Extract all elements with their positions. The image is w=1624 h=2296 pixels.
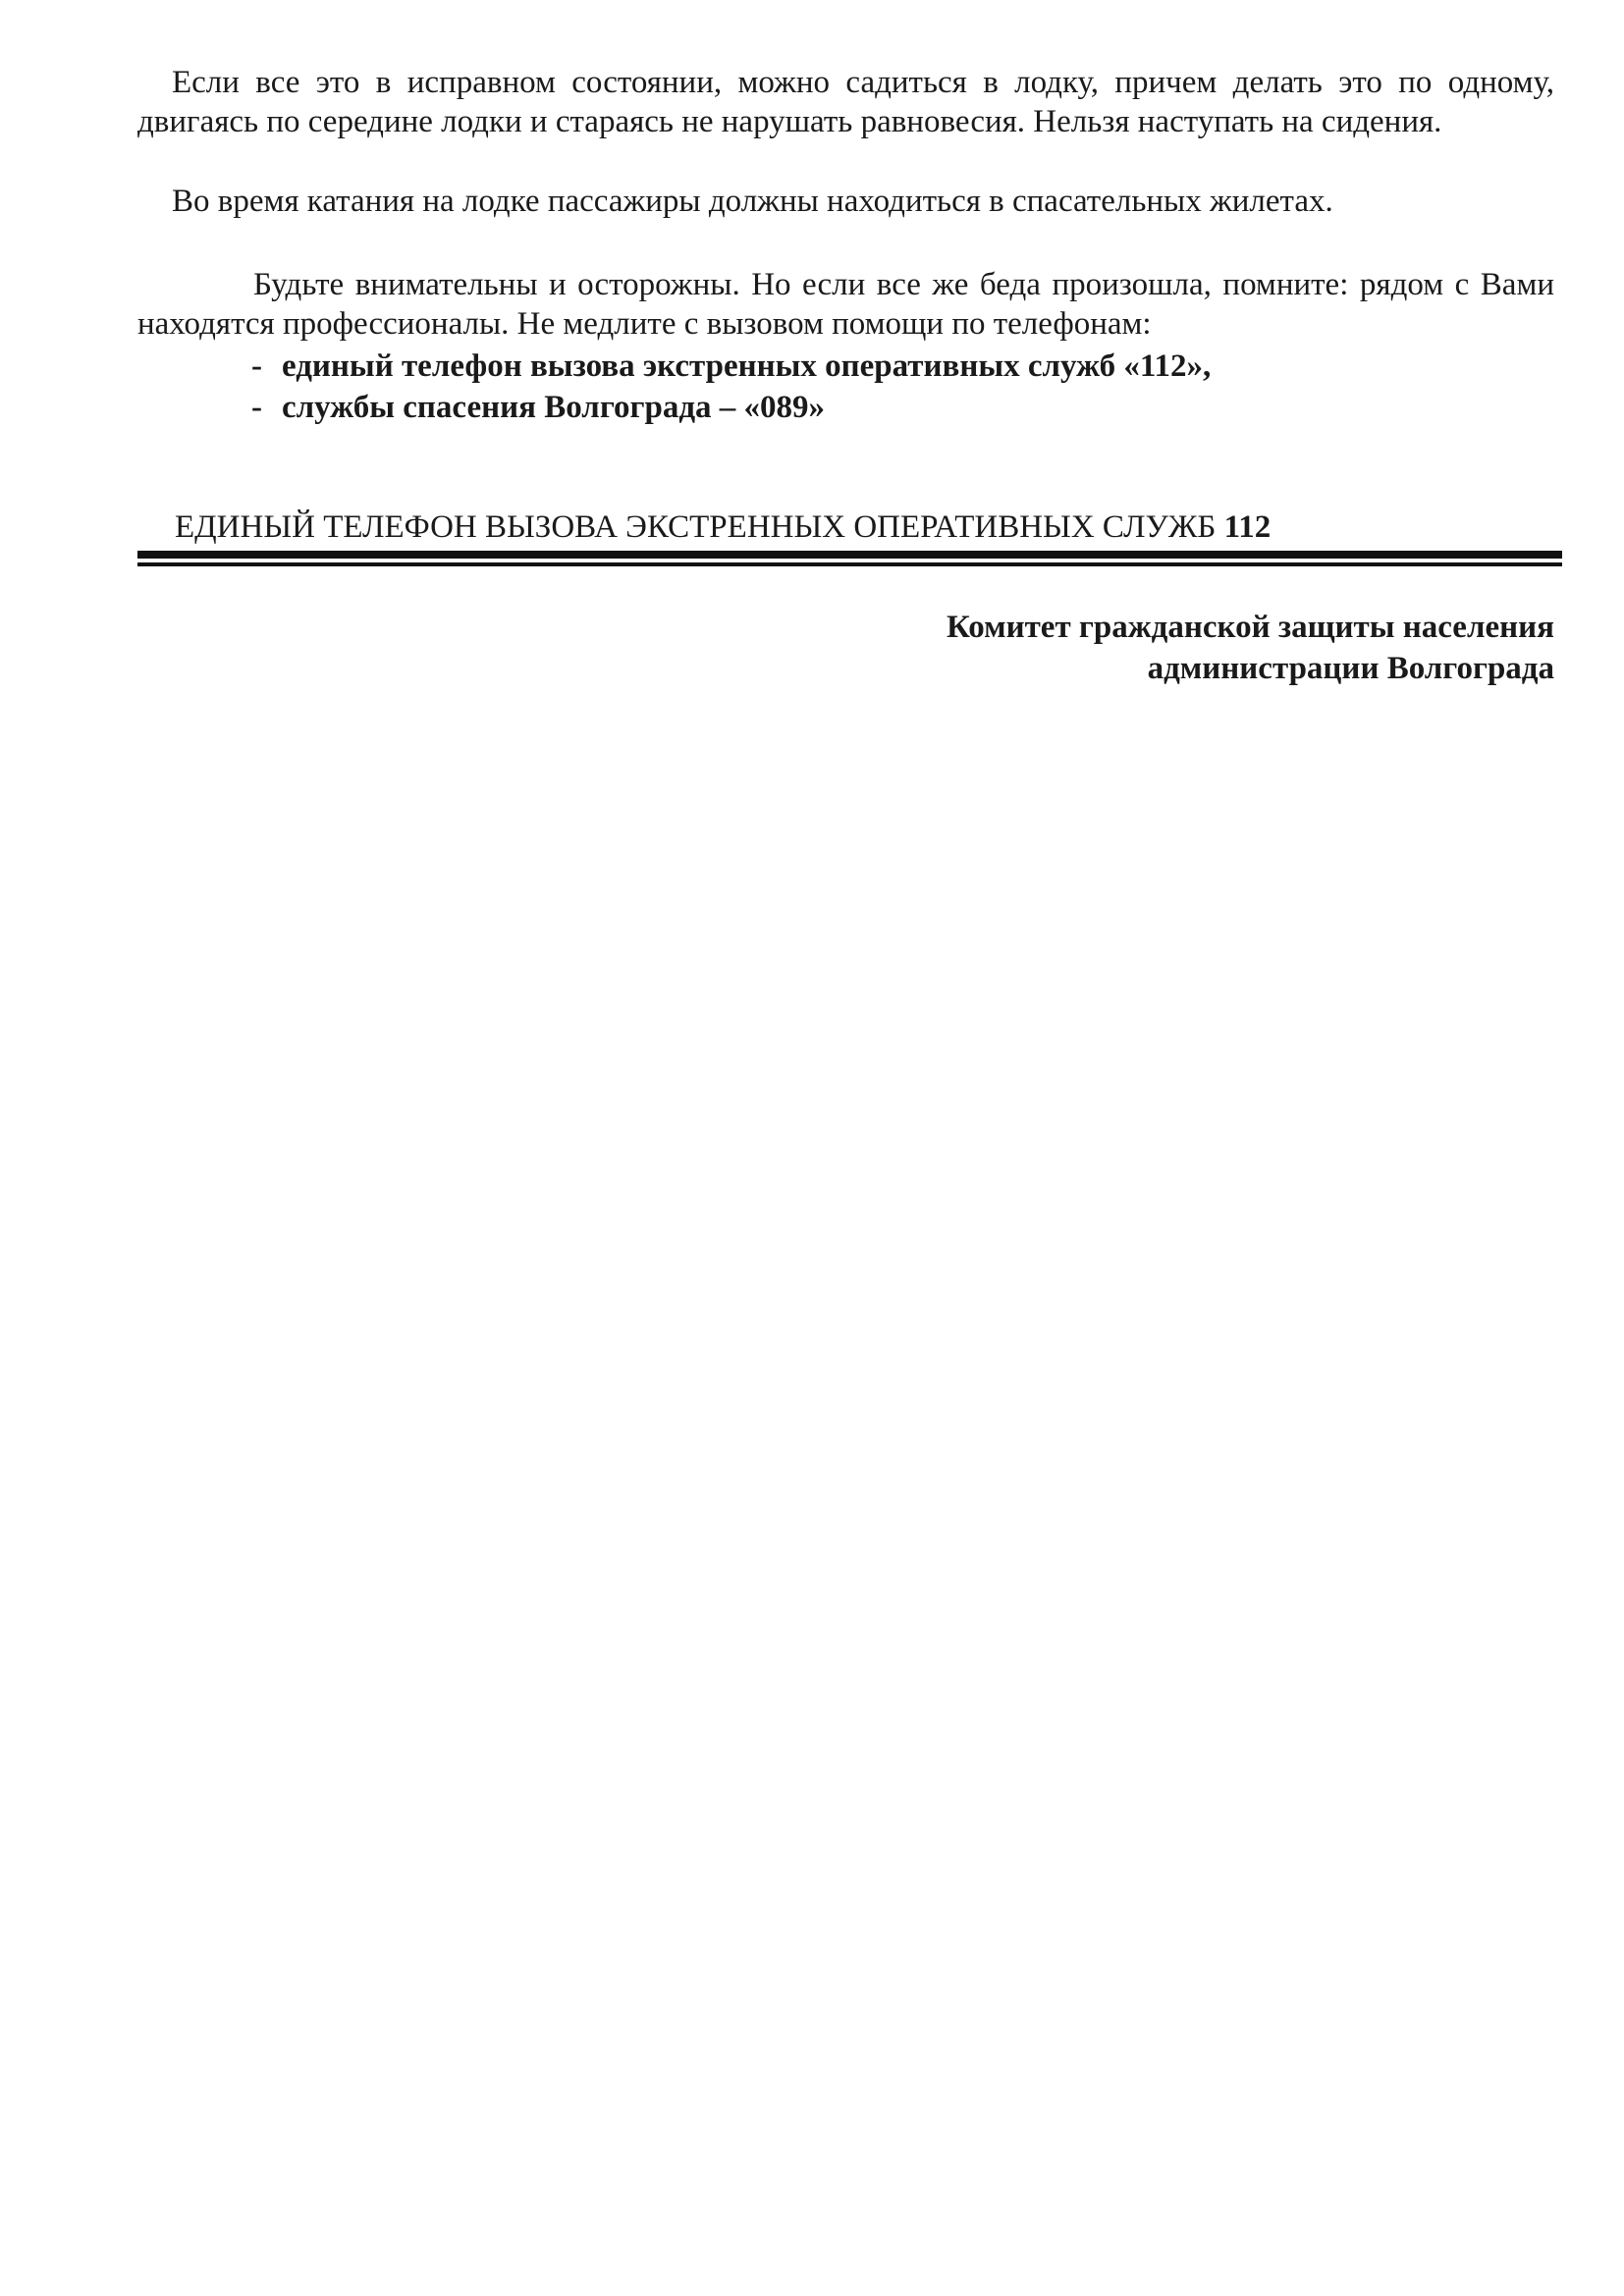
list-item	[251, 387, 1211, 428]
signature-line-1: Комитет гражданской защиты населения	[946, 610, 1554, 645]
signature-block	[947, 607, 1554, 689]
paragraph-life-jackets: Во время катания на лодке пассажиры должны находиться в спасательных жилетах.	[172, 184, 1333, 219]
list-dash: -	[251, 390, 262, 425]
list-item	[251, 346, 1211, 387]
banner-number: 112	[1223, 509, 1272, 545]
emergency-number-banner	[175, 507, 1271, 547]
list-dash: -	[251, 348, 262, 384]
paragraph-boarding-rules: Если все это в исправном состоянии, можно садиться в лодку, причем делать это по одному, двигаясь по середине лодки и стараясь не нарушать равновесия. Нельзя наступать на сидения.	[137, 65, 1554, 139]
phone-list	[251, 346, 1211, 428]
paragraph-emergency-call: Будьте внимательны и осторожны. Но если все же беда произошла, помните: рядом с Вами находятся профессионалы. Не медлите с вызовом помощи по телефонам:	[137, 267, 1554, 342]
phone-item-112: единый телефон вызова экстренных оперативных служб «112»,	[282, 348, 1212, 384]
signature-line-2: администрации Волгограда	[1147, 651, 1554, 686]
banner-rule-thin	[137, 562, 1562, 566]
banner-rule-thick	[137, 551, 1562, 559]
phone-item-089: службы спасения Волгограда – «089»	[282, 390, 826, 425]
banner-text: ЕДИНЫЙ ТЕЛЕФОН ВЫЗОВА ЭКСТРЕННЫХ ОПЕРАТИВНЫХ СЛУЖБ	[175, 509, 1217, 545]
